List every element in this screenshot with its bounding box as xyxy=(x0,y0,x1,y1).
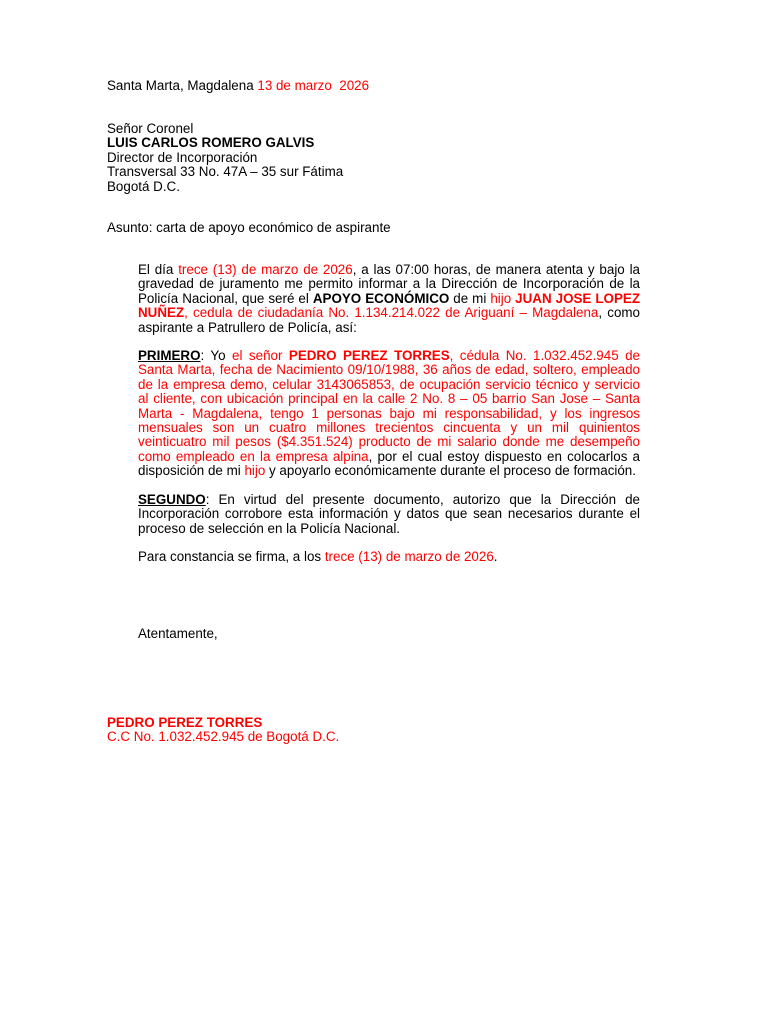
first-mister: el señor xyxy=(232,348,289,364)
constancy-date: trece (13) de marzo de 2026 xyxy=(324,548,494,564)
intro-text-3: de mi xyxy=(449,290,491,306)
sponsor-details: , cédula No. 1.032.452.945 de Santa Marta, fecha de Nacimiento 09/10/1988, 36 años de edad, soltero, empleado de la empresa demo, celular 3143065853, de ocupación servicio técnico y servicio al cliente, con ubicación principal en la calle 2 No. 8 – 05 barrio San Jose – Santa Marta - Magdalena, tengo 1 personas bajo mi responsabilidad, y los ingresos mensuales son un cuatro millones trecientos cincuenta y un mil quinientos veinticuatro mil pesos ($4.351.524) producto de mi salario donde me desempeño como empleado en la empresa alpina xyxy=(138,348,640,464)
signature-id: C.C No. 1.032.452.945 de Bogotá D.C. xyxy=(107,729,340,745)
paragraph-constancy xyxy=(138,550,640,564)
intro-text-1: El día xyxy=(138,262,179,277)
applicant-id: , cedula de ciudadanía No. 1.134.214.022 de Ariguaní – Magdalena xyxy=(184,305,599,321)
letter-date: 13 de marzo 2026 xyxy=(257,78,370,93)
first-label: PRIMERO xyxy=(138,348,201,364)
second-label: SEGUNDO xyxy=(138,491,206,507)
intro-text-2: , a las 07:00 horas, de manera atenta y bajo la gravedad de juramento me permito informar a la Dirección de Incorporación de la Policía Nacional, que seré el xyxy=(138,262,640,306)
sponsor-name: PEDRO PEREZ TORRES xyxy=(288,348,450,364)
recipient-city: Bogotá D.C. xyxy=(107,178,180,194)
date-line xyxy=(107,79,369,93)
paragraph-first xyxy=(138,349,640,479)
first-text-1: : Yo xyxy=(200,348,233,364)
first-son: hijo xyxy=(244,463,266,479)
recipient-salutation: Señor Coronel xyxy=(107,121,194,136)
intro-text-4: , como aspirante a Patrullero de Policía, así: xyxy=(138,305,640,335)
first-text-3: y apoyarlo económicamente durante el proceso de formación. xyxy=(265,463,636,479)
recipient-address: Transversal 33 No. 47A – 35 sur Fátima xyxy=(107,164,344,180)
closing-text: Atentamente, xyxy=(138,626,218,641)
intro-date: trece (13) de marzo de 2026 xyxy=(178,262,353,277)
recipient-position: Director de Incorporación xyxy=(107,149,258,165)
recipient-name: LUIS CARLOS ROMERO GALVIS xyxy=(107,135,315,151)
paragraph-intro xyxy=(138,263,640,335)
second-text: : En virtud del presente documento, autorizo que la Dirección de Incorporación corrobore esta información y datos que sean necesarios durante el proceso de selección en la Policía Nacional. xyxy=(138,491,640,536)
place-text: Santa Marta, Magdalena xyxy=(107,78,258,93)
constancy-text-1: Para constancia se firma, a los xyxy=(138,548,325,564)
letter-body xyxy=(138,263,640,592)
intro-support-label: APOYO ECONÓMICO xyxy=(312,290,450,306)
intro-son-label: hijo xyxy=(490,290,516,306)
signature-block xyxy=(107,716,339,745)
first-text-2: , por el cual estoy dispuesto en colocarlos a disposición de mi xyxy=(138,448,641,479)
signature-name: PEDRO PEREZ TORRES xyxy=(107,715,263,730)
paragraph-second xyxy=(138,493,640,536)
constancy-text-2: . xyxy=(493,548,498,564)
subject-line: Asunto: carta de apoyo económico de aspirante xyxy=(107,220,391,235)
applicant-name: JUAN JOSE LOPEZ NUÑEZ xyxy=(138,290,640,321)
recipient-block xyxy=(107,122,343,194)
